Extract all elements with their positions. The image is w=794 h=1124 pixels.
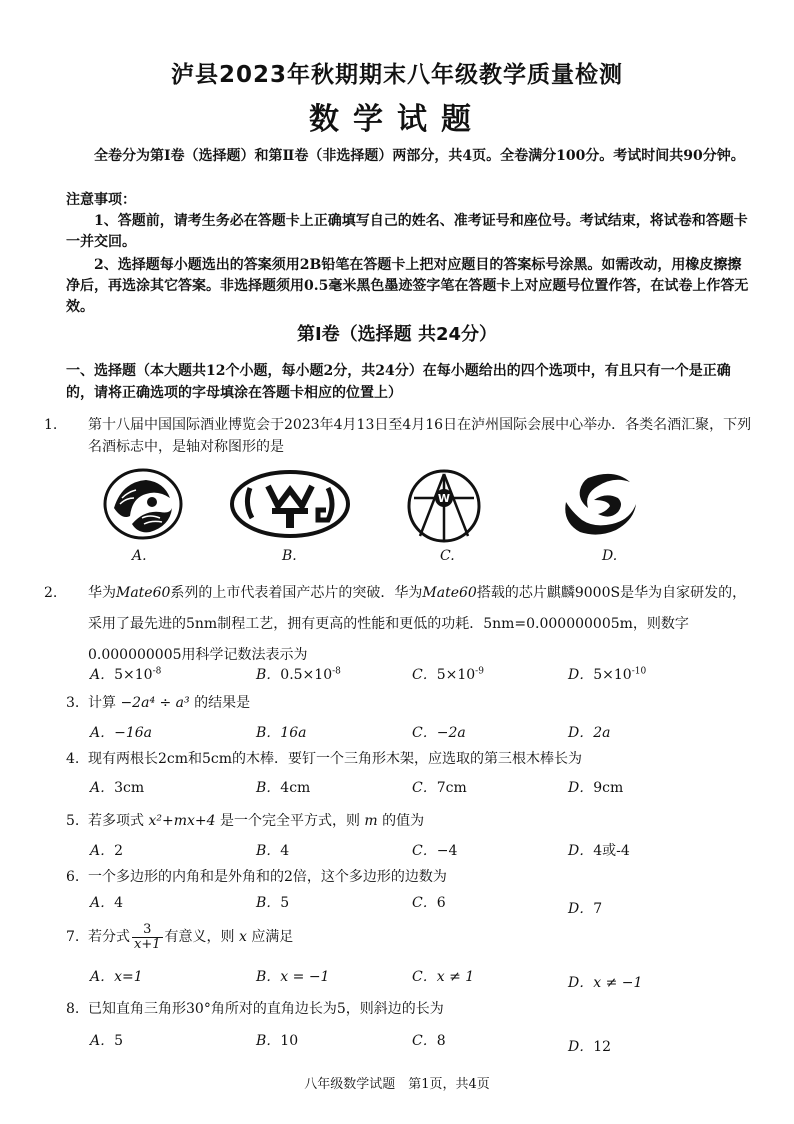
question-7-options: [90, 966, 750, 991]
option-d: D．x ≠ −1: [568, 975, 643, 991]
question-number: 4.: [66, 751, 80, 767]
option-b: B．$0.5\times 10^{-8}$: [256, 666, 341, 683]
option-b: B．x = −1: [256, 969, 330, 985]
question-number: 6.: [66, 869, 80, 885]
option-c-label: C.: [440, 548, 455, 564]
option-a: A．4: [90, 895, 124, 911]
option-a: A．3cm: [90, 780, 145, 796]
question-7: [66, 920, 756, 954]
note-2: 2、选择题每小题选出的答案须用2B铅笔在答题卡上把对应题目的答案标号涂黑。如需改动，用橡皮擦擦净后，再选涂其它答案。非选择题须用0.5毫米黑色墨迹签字笔在答题卡上对应题号位置作答，在试卷上作答无效。: [66, 257, 749, 315]
question-2: [44, 578, 756, 671]
math-expression: x²+mx+4: [148, 813, 216, 829]
question-stem: 第十八届中国国际酒业博览会于2023年4月13日至4月16日在泸州国际会展中心举办．各类名酒汇聚，下列名酒标志中，是轴对称图形的是: [88, 417, 752, 455]
question-8-options: [90, 1030, 750, 1055]
part-title: 一、选择题（本大题共12个小题，每小题2分，共24分）在每小题给出的四个选项中，有且只有一个是正确的，请将正确选项的字母填涂在答题卡相应的位置上）: [66, 363, 731, 401]
question-stem-b: 是一个完全平方式，则: [219, 813, 360, 829]
question-4: [66, 748, 756, 770]
question-stem: 已知直角三角形30°角所对的直角边长为5，则斜边的长为: [88, 1001, 444, 1017]
option-c: C．−2a: [412, 725, 466, 741]
option-a: A．5: [90, 1033, 124, 1049]
section-title: 第Ⅰ卷（选择题 共24分）: [296, 324, 497, 345]
option-b: B．4cm: [256, 780, 311, 796]
question-number: 2.: [44, 585, 58, 601]
option-c: C．−4: [412, 843, 458, 859]
question-stem-a: 计算: [88, 695, 116, 711]
option-a: A．x=1: [90, 969, 143, 985]
question-stem-b: 的结果是: [194, 695, 251, 711]
option-d: D．2a: [568, 725, 611, 741]
option-c: C．x ≠ 1: [412, 969, 475, 985]
question-2-options: [90, 664, 750, 686]
option-a: A．$5\times 10^{-8}$: [90, 666, 162, 683]
question-5: [66, 810, 756, 832]
question-6: [66, 866, 756, 888]
question-number: 3.: [66, 695, 80, 711]
question-stem-d: 是华为自家研发的，采用了最先进的5nm制程工艺，拥有更高的性能和更低的功耗．5nm=0.000000005m，则数字0.000000005用科学记数法表示为: [88, 585, 747, 663]
logo-c-image: [404, 468, 484, 544]
notes-title: 注意事项：: [66, 192, 136, 208]
question-number: 5.: [66, 813, 80, 829]
question-number: 1.: [44, 417, 58, 433]
option-b: B．4: [256, 843, 290, 859]
option-b: B．16a: [256, 725, 307, 741]
question-number: 7.: [66, 929, 80, 945]
subject-title: 数学试题: [309, 102, 485, 137]
question-stem-c: 应满足: [251, 929, 294, 945]
exam-title: 泸县2023年秋期期末八年级教学质量检测: [170, 62, 623, 88]
option-d: D．$5\times 10^{-10}$: [568, 666, 647, 683]
question-4-options: [90, 777, 750, 799]
option-c: C．8: [412, 1033, 446, 1049]
option-a-label: A.: [132, 548, 147, 564]
option-b-label: B.: [282, 548, 297, 564]
option-b: B．5: [256, 895, 290, 911]
option-c: C．6: [412, 895, 446, 911]
option-a: A．−16a: [90, 725, 153, 741]
option-d: D．4或-4: [568, 843, 630, 859]
question-stem-a: 华为: [88, 585, 116, 601]
note-1: 1、答题前，请考生务必在答题卡上正确填写自己的姓名、准考证号和座位号。考试结束，将试卷和答题卡一并交回。: [66, 213, 748, 250]
option-d: D．9cm: [568, 780, 624, 796]
question-5-options: [90, 840, 750, 862]
option-d: D．12: [568, 1039, 612, 1055]
question-3-options: [90, 722, 750, 744]
question-stem-c: 的值为: [382, 813, 425, 829]
page-footer: 八年级数学试题 第1页，共4页: [304, 1077, 490, 1092]
question-6-options: [90, 892, 750, 917]
math-variable: x: [238, 929, 247, 945]
question-stem-a: 若多项式: [88, 813, 144, 829]
option-b: B．10: [256, 1033, 299, 1049]
brand-name: Mate60: [422, 585, 477, 601]
option-c: C．$5\times 10^{-9}$: [412, 666, 484, 683]
question-1: [44, 414, 756, 458]
math-variable: m: [364, 813, 378, 829]
question-stem-c: 搭载的芯片麒麟: [476, 585, 575, 601]
logo-a-image: [102, 468, 184, 540]
logo-b-image: [228, 468, 352, 540]
fraction: $\frac{3}{x+1}$: [134, 921, 161, 952]
option-a: A．2: [90, 843, 124, 859]
brand-name: Mate60: [116, 585, 171, 601]
intro-text: 全卷分为第Ⅰ卷（选择题）和第Ⅱ卷（非选择题）两部分，共4页。全卷满分100分。考试时间共90分钟。: [94, 148, 745, 164]
question-stem: 一个多边形的内角和是外角和的2倍，这个多边形的边数为: [88, 869, 447, 885]
option-c: C．7cm: [412, 780, 467, 796]
math-expression: −2a⁴ ÷ a³: [120, 695, 190, 711]
chip-name: 9000S: [574, 585, 621, 601]
question-stem: 现有两根长2cm和5cm的木棒．要钉一个三角形木架，应选取的第三根木棒长为: [88, 751, 583, 767]
logo-d-image: [558, 468, 642, 538]
question-stem-a: 若分式: [88, 929, 130, 945]
logo-c-letter: W: [437, 492, 451, 505]
question-stem-b: 有意义，则: [164, 929, 235, 945]
question-3: [66, 692, 756, 714]
question-number: 8.: [66, 1001, 80, 1017]
option-d: D．7: [568, 901, 603, 917]
question-stem-b: 系列的上市代表着国产芯片的突破．华为: [170, 585, 423, 601]
question-8: [66, 998, 756, 1020]
option-d-label: D.: [602, 548, 618, 564]
